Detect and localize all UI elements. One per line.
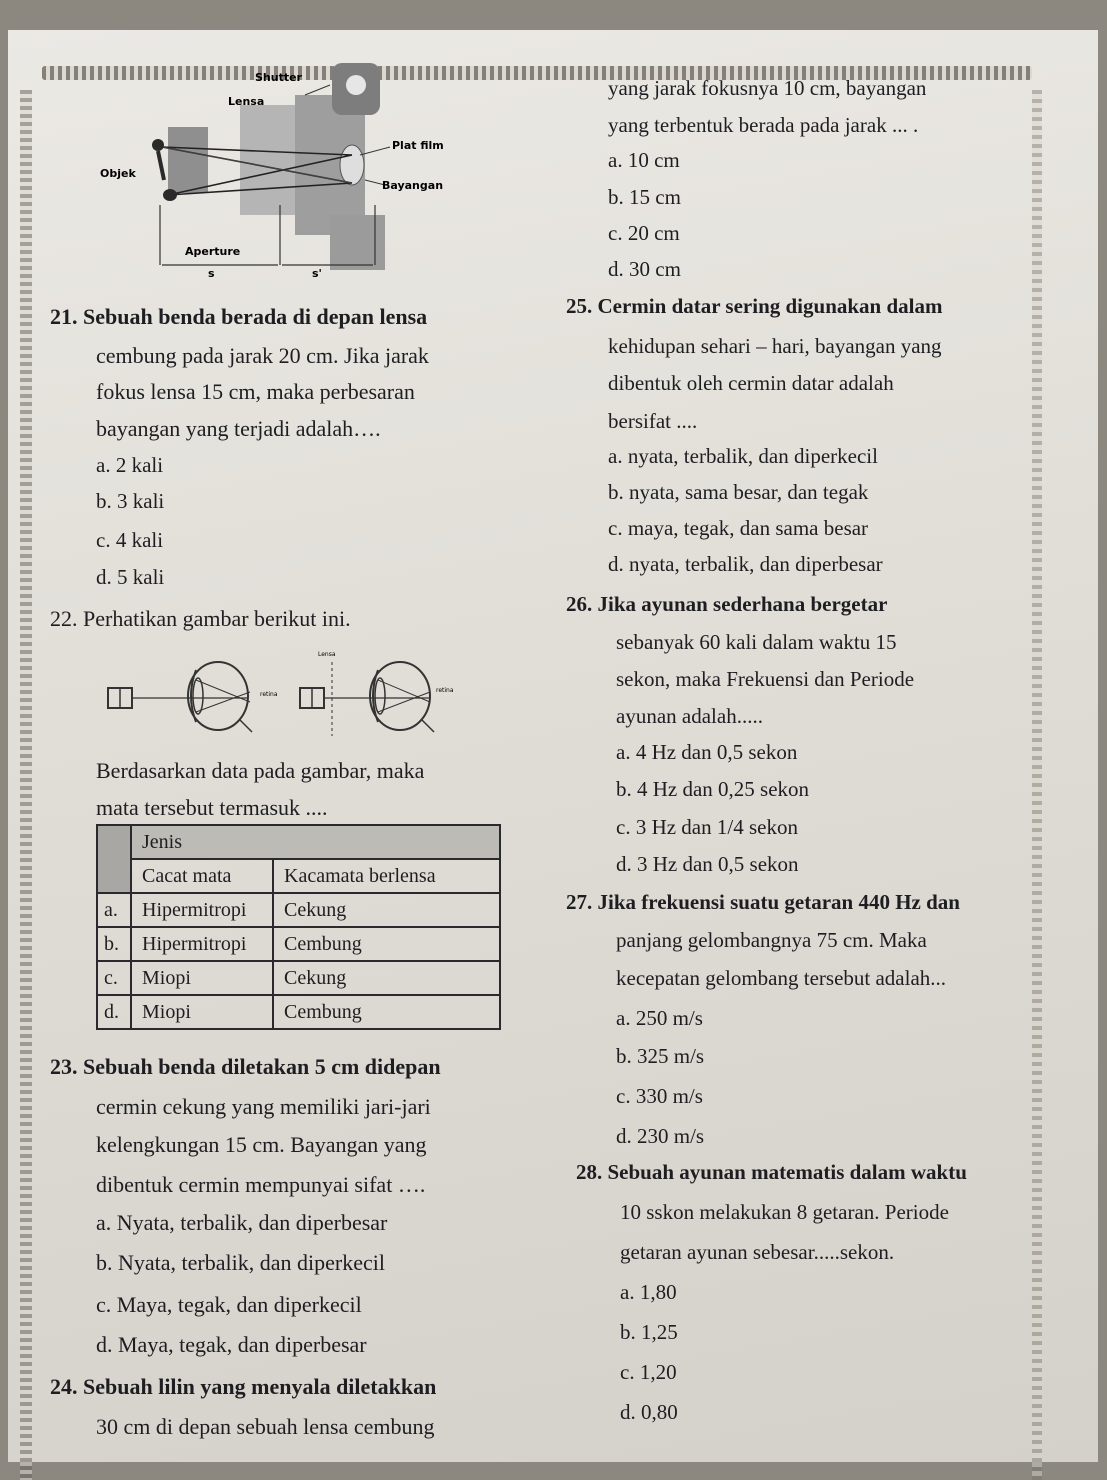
table-row xyxy=(97,927,500,961)
q24-option-d: d. 30 cm xyxy=(608,257,681,281)
q21-option-d: d. 5 kali xyxy=(96,565,165,589)
q28-line1: 28. Sebuah ayunan matematis dalam waktu xyxy=(576,1160,967,1184)
spiral-binding-left xyxy=(20,90,32,1480)
q22-text2: mata tersebut termasuk .... xyxy=(96,795,328,820)
label-s-prime: s' xyxy=(312,267,322,280)
label-plat-film: Plat film xyxy=(392,139,444,152)
q23-option-a: a. Nyata, terbalik, dan diperbesar xyxy=(96,1210,388,1235)
q21-line3: fokus lensa 15 cm, maka perbesaran xyxy=(96,379,415,404)
q24-cont-line1: yang jarak fokusnya 10 cm, bayangan xyxy=(608,76,927,100)
table-header-jenis: Jenis xyxy=(131,825,500,859)
q24-cont-line2: yang terbentuk berada pada jarak ... . xyxy=(608,113,919,137)
q25-line1: 25. Cermin datar sering digunakan dalam xyxy=(566,294,943,318)
q21-option-a: a. 2 kali xyxy=(96,453,164,477)
q26-line1: 26. Jika ayunan sederhana bergetar xyxy=(566,592,888,616)
row-cacat: Miopi xyxy=(131,995,273,1029)
q23-option-b: b. Nyata, terbalik, dan diperkecil xyxy=(96,1250,385,1275)
q28-option-b: b. 1,25 xyxy=(620,1320,678,1344)
row-label: a. xyxy=(97,893,131,927)
row-label: d. xyxy=(97,995,131,1029)
q21-option-c: c. 4 kali xyxy=(96,528,164,552)
row-kacamata: Cekung xyxy=(273,893,500,927)
retina-label-2: retina xyxy=(436,687,454,694)
row-cacat: Hipermitropi xyxy=(131,927,273,961)
q24-option-b: b. 15 cm xyxy=(608,185,681,209)
q24-option-c: c. 20 cm xyxy=(608,221,680,245)
q27-option-d: d. 230 m/s xyxy=(616,1124,705,1148)
q27-line1: 27. Jika frekuensi suatu getaran 440 Hz dan xyxy=(566,890,960,914)
row-label: b. xyxy=(97,927,131,961)
q26-line2: sebanyak 60 kali dalam waktu 15 xyxy=(616,630,897,654)
q23-line3: kelengkungan 15 cm. Bayangan yang xyxy=(96,1132,427,1157)
q24-line2: 30 cm di depan sebuah lensa cembung xyxy=(96,1414,435,1439)
q23-line2: cermin cekung yang memiliki jari-jari xyxy=(96,1094,431,1119)
q23-option-d: d. Maya, tegak, dan diperbesar xyxy=(96,1332,367,1357)
q28-line2: 10 sskon melakukan 8 getaran. Periode xyxy=(620,1200,949,1224)
row-cacat: Hipermitropi xyxy=(131,893,273,927)
q23-option-c: c. Maya, tegak, dan diperkecil xyxy=(96,1292,362,1317)
q25-line4: bersifat .... xyxy=(608,409,698,433)
q28-line3: getaran ayunan sebesar.....sekon. xyxy=(620,1240,895,1264)
q28-option-d: d. 0,80 xyxy=(620,1400,678,1424)
q26-line4: ayunan adalah..... xyxy=(616,704,763,728)
table-row xyxy=(97,961,500,995)
table-row xyxy=(97,995,500,1029)
row-kacamata: Cembung xyxy=(273,927,500,961)
q22-text1: Berdasarkan data pada gambar, maka xyxy=(96,758,425,783)
q27-option-b: b. 325 m/s xyxy=(616,1044,705,1068)
q28-option-a: a. 1,80 xyxy=(620,1280,677,1304)
q21-line2: cembung pada jarak 20 cm. Jika jarak xyxy=(96,343,429,368)
table-corner xyxy=(97,825,131,893)
q26-option-c: c. 3 Hz dan 1/4 sekon xyxy=(616,815,798,839)
q27-option-c: c. 330 m/s xyxy=(616,1084,703,1108)
q25-option-b: b. nyata, sama besar, dan tegak xyxy=(608,480,869,504)
eye-diagram xyxy=(100,640,480,740)
q25-option-d: d. nyata, terbalik, dan diperbesar xyxy=(608,552,883,576)
table-row xyxy=(97,893,500,927)
camera-diagram xyxy=(90,55,490,295)
row-label: c. xyxy=(97,961,131,995)
row-kacamata: Cekung xyxy=(273,961,500,995)
q25-line2: kehidupan sehari – hari, bayangan yang xyxy=(608,334,942,358)
q23-line4: dibentuk cermin mempunyai sifat …. xyxy=(96,1172,426,1197)
label-lensa: Lensa xyxy=(228,95,265,108)
q27-line2: panjang gelombangnya 75 cm. Maka xyxy=(616,928,927,952)
q25-line3: dibentuk oleh cermin datar adalah xyxy=(608,371,894,395)
q25-option-a: a. nyata, terbalik, dan diperkecil xyxy=(608,444,878,468)
q21-line4: bayangan yang terjadi adalah…. xyxy=(96,416,381,441)
q26-line3: sekon, maka Frekuensi dan Periode xyxy=(616,667,915,691)
q25-option-c: c. maya, tegak, dan sama besar xyxy=(608,516,869,540)
label-shutter: Shutter xyxy=(255,71,302,84)
q26-option-b: b. 4 Hz dan 0,25 sekon xyxy=(616,777,810,801)
table-header-cacat: Cacat mata xyxy=(131,859,273,893)
q22-line: 22. Perhatikan gambar berikut ini. xyxy=(50,606,351,631)
q27-option-a: a. 250 m/s xyxy=(616,1006,703,1030)
q22-answer-table xyxy=(96,824,501,1030)
label-aperture: Aperture xyxy=(185,245,241,258)
q28-option-c: c. 1,20 xyxy=(620,1360,677,1384)
q24-line1: 24. Sebuah lilin yang menyala diletakkan xyxy=(50,1374,437,1399)
q24-option-a: a. 10 cm xyxy=(608,148,680,172)
label-s: s xyxy=(208,267,215,280)
table-header-kacamata: Kacamata berlensa xyxy=(273,859,500,893)
row-kacamata: Cembung xyxy=(273,995,500,1029)
q21-option-b: b. 3 kali xyxy=(96,489,165,513)
q21-line1: 21. Sebuah benda berada di depan lensa xyxy=(50,304,428,329)
spiral-binding-right xyxy=(1032,90,1042,1480)
label-bayangan: Bayangan xyxy=(382,179,444,192)
q27-line3: kecepatan gelombang tersebut adalah... xyxy=(616,966,947,990)
row-cacat: Miopi xyxy=(131,961,273,995)
retina-label-1: retina xyxy=(260,691,278,698)
q26-option-d: d. 3 Hz dan 0,5 sekon xyxy=(616,852,799,876)
label-objek: Objek xyxy=(100,167,136,180)
q23-line1: 23. Sebuah benda diletakan 5 cm didepan xyxy=(50,1054,441,1079)
lensa-label: Lensa xyxy=(318,651,336,658)
q26-option-a: a. 4 Hz dan 0,5 sekon xyxy=(616,740,798,764)
